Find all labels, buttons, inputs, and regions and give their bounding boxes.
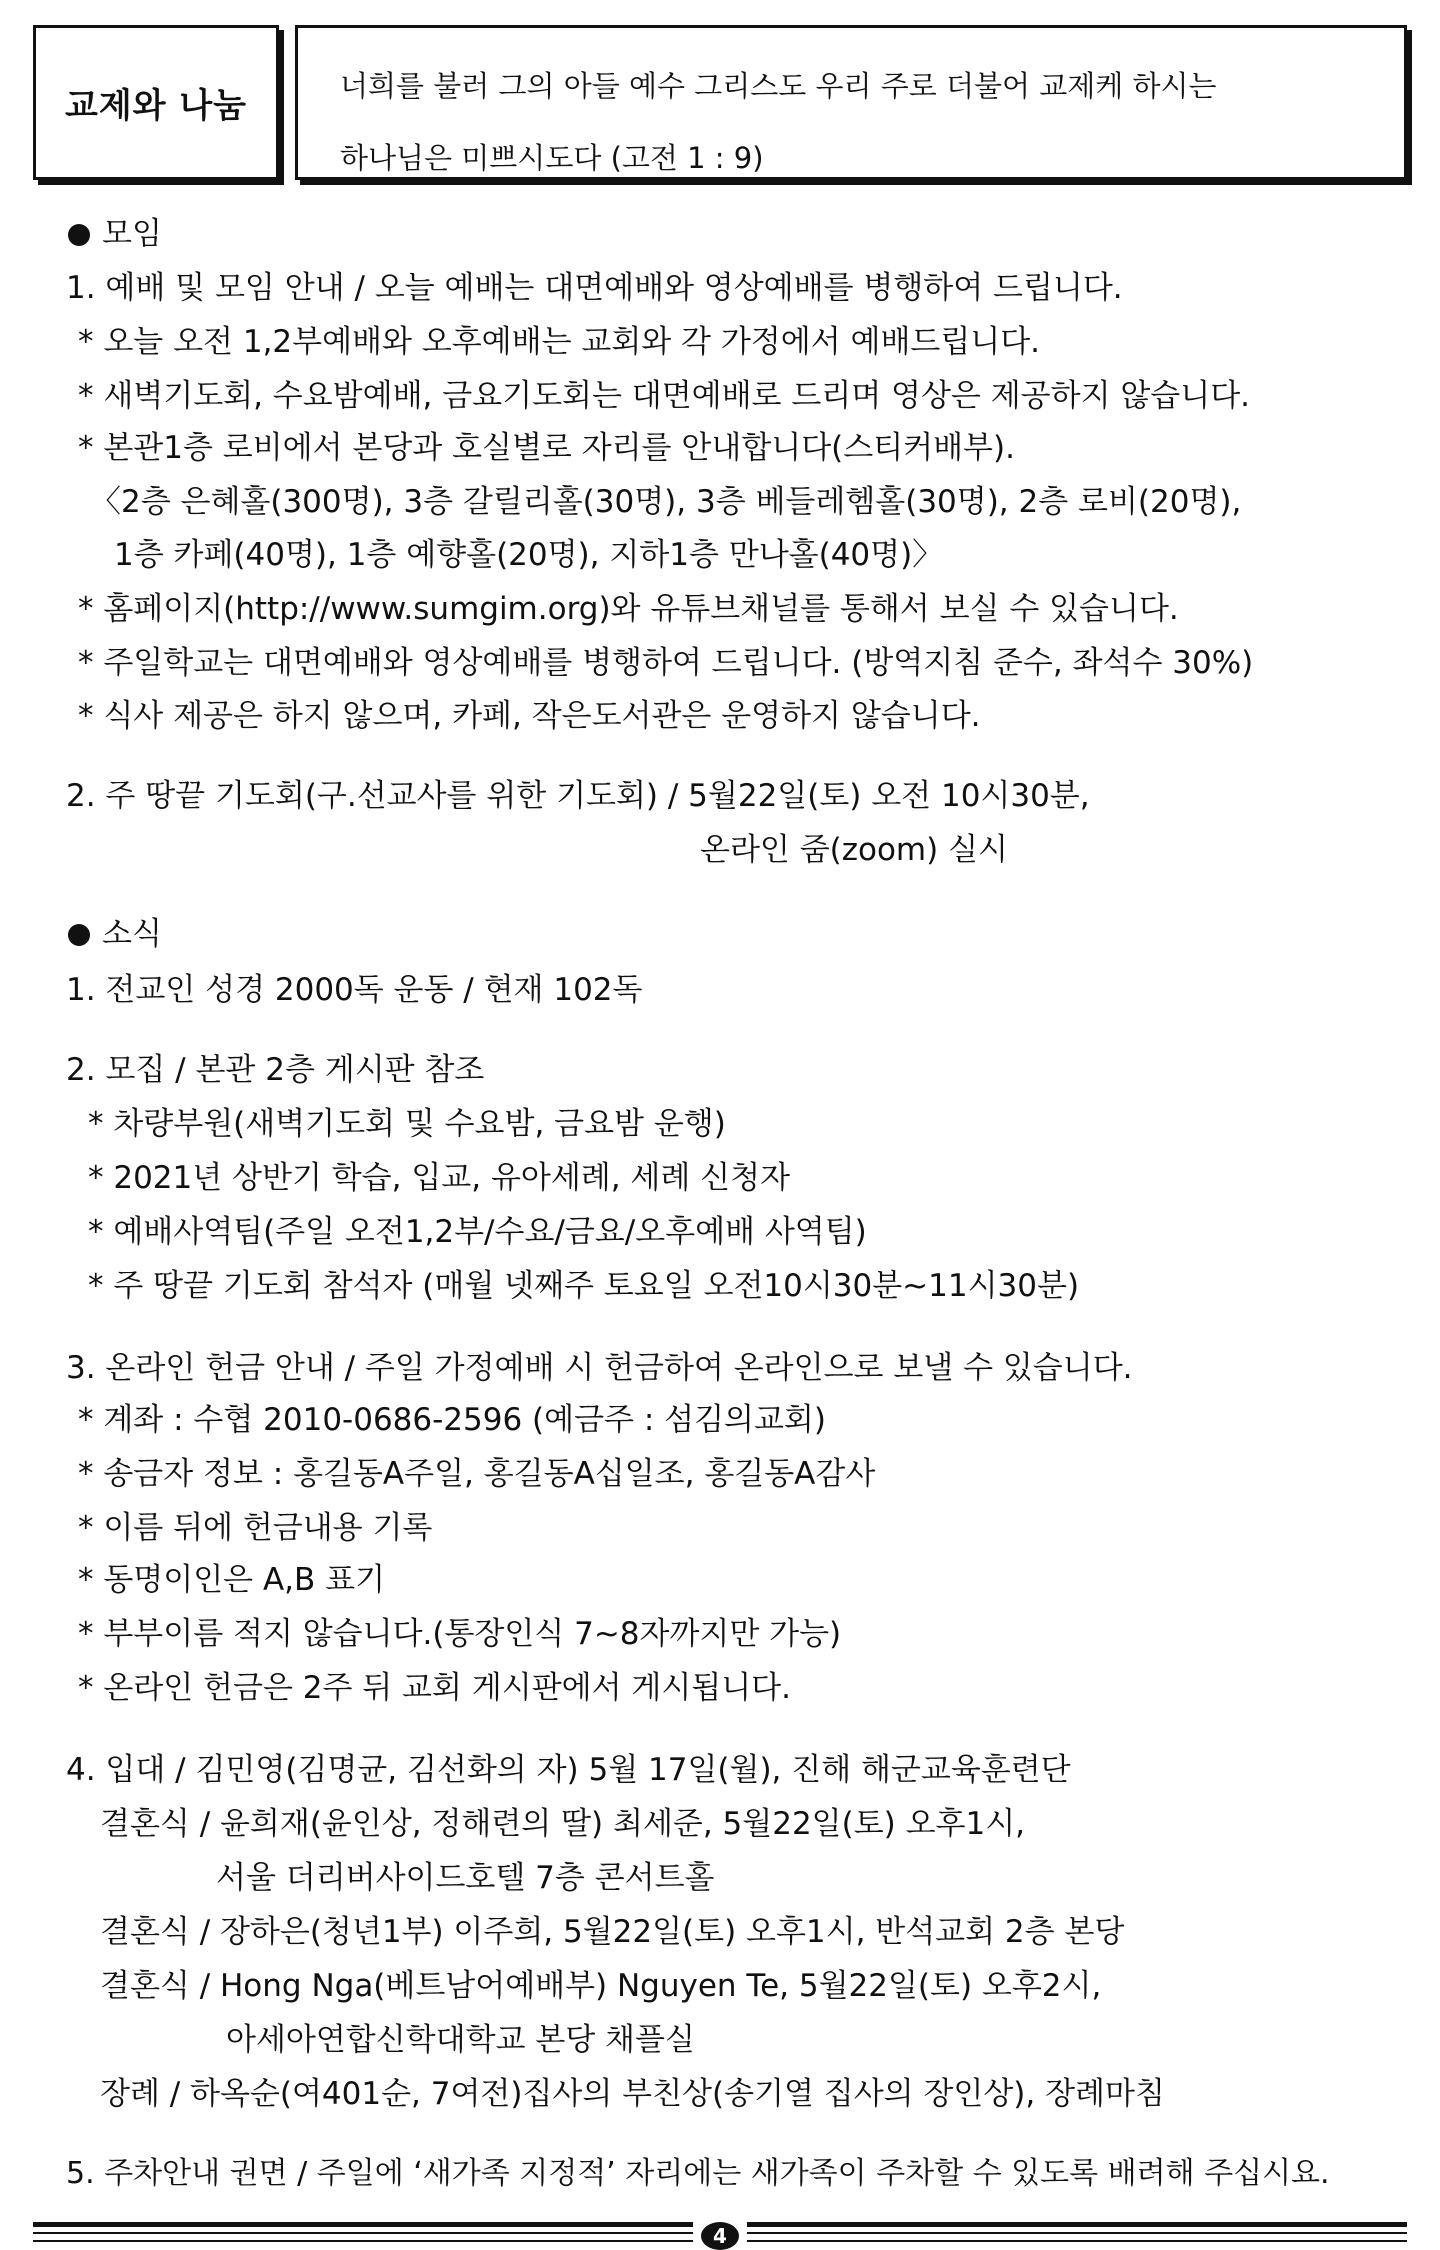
verse-box [295, 25, 1407, 180]
list-item: * 주일학교는 대면예배와 영상예배를 병행하여 드립니다. (방역지침 준수, 좌석수 30%) [78, 645, 1254, 681]
list-item: 3. 온라인 헌금 안내 / 주일 가정예배 시 헌금하여 온라인으로 보낼 수 있습니다. [66, 1350, 1133, 1386]
footer-divider-right [747, 2232, 1407, 2234]
list-item: 결혼식 / 윤희재(윤인상, 정해련의 딸) 최세준, 5월22일(토) 오후1시, [100, 1806, 1026, 1842]
list-item: 5. 주차안내 권면 / 주일에 ‘새가족 지정적’ 자리에는 새가족이 주차할 수 있도록 배려해 주십시요. [66, 2156, 1330, 2191]
list-item: * 온라인 헌금은 2주 뒤 교회 게시판에서 게시됩니다. [78, 1670, 791, 1706]
list-item: * 송금자 정보 : 홍길동A주일, 홍길동A십일조, 홍길동A감사 [78, 1456, 876, 1492]
list-item: 온라인 줌(zoom) 실시 [700, 832, 1008, 868]
list-item: * 동명이인은 A,B 표기 [78, 1562, 386, 1598]
list-item: * 차량부원(새벽기도회 및 수요밤, 금요밤 운행) [88, 1106, 726, 1142]
list-item: * 새벽기도회, 수요밤예배, 금요기도회는 대면예배로 드리며 영상은 제공하지 않습니다. [78, 378, 1251, 414]
list-item: 1. 전교인 성경 2000독 운동 / 현재 102독 [66, 972, 643, 1008]
list-item: 4. 입대 / 김민영(김명균, 김선화의 자) 5월 17일(월), 진해 해군교육훈련단 [66, 1752, 1071, 1788]
list-item: 결혼식 / 장하은(청년1부) 이주희, 5월22일(토) 오후1시, 반석교회 2층 본당 [100, 1914, 1125, 1950]
footer-divider-right [747, 2222, 1407, 2227]
list-item: * 이름 뒤에 헌금내용 기록 [78, 1510, 433, 1546]
section-heading-news: 소식 [68, 914, 162, 954]
footer-divider-left [33, 2240, 693, 2242]
verse-line-1: 너희를 불러 그의 아들 예수 그리스도 우리 주로 더불어 교제케 하시는 [340, 69, 1217, 103]
list-item: 1층 카페(40명), 1층 예향홀(20명), 지하1층 만나홀(40명)〉 [114, 537, 944, 573]
list-item: 〈2층 은혜홀(300명), 3층 갈릴리홀(30명), 3층 베들레헴홀(30명), 2층 로비(20명), [90, 484, 1242, 520]
section-heading-meeting: 모임 [68, 214, 162, 254]
section-title-box [33, 25, 279, 180]
bullet-icon [68, 924, 90, 946]
list-item: 장례 / 하옥순(여401순, 7여전)집사의 부친상(송기열 집사의 장인상), 장례마침 [100, 2076, 1165, 2112]
list-item: 아세아연합신학대학교 본당 채플실 [226, 2022, 695, 2058]
footer-divider-left [33, 2222, 693, 2227]
list-item: * 계좌 : 수협 2010-0686-2596 (예금주 : 섬김의교회) [78, 1402, 826, 1438]
list-item: 2. 모집 / 본관 2층 게시판 참조 [66, 1052, 485, 1088]
list-item: 결혼식 / Hong Nga(베트남어예배부) Nguyen Te, 5월22일(토) 오후2시, [100, 1968, 1102, 2004]
list-item: * 홈페이지(http://www.sumgim.org)와 유튜브채널를 통해서 보실 수 있습니다. [78, 591, 1179, 627]
list-item: * 본관1층 로비에서 본당과 호실별로 자리를 안내합니다(스티커배부). [78, 430, 1015, 466]
list-item: * 오늘 오전 1,2부예배와 오후예배는 교회와 각 가정에서 예배드립니다. [78, 324, 1041, 360]
footer-divider-left [33, 2232, 693, 2234]
page-number: 4 [701, 2222, 739, 2250]
verse-line-2: 하나님은 미쁘시도다 (고전 1 : 9) [340, 141, 764, 175]
footer-divider-right [747, 2240, 1407, 2242]
list-item: 1. 예배 및 모임 안내 / 오늘 예배는 대면예배와 영상예배를 병행하여 드립니다. [66, 270, 1123, 306]
list-item: * 2021년 상반기 학습, 입교, 유아세례, 세례 신청자 [88, 1160, 791, 1196]
list-item: * 부부이름 적지 않습니다.(통장인식 7~8자까지만 가능) [78, 1616, 842, 1652]
bullet-icon [68, 224, 90, 246]
list-item: 서울 더리버사이드호텔 7층 콘서트홀 [216, 1860, 715, 1896]
list-item: * 주 땅끝 기도회 참석자 (매월 넷째주 토요일 오전10시30분~11시30분) [88, 1268, 1080, 1304]
list-item: * 예배사역팀(주일 오전1,2부/수요/금요/오후예배 사역팀) [88, 1214, 867, 1250]
list-item: * 식사 제공은 하지 않으며, 카페, 작은도서관은 운영하지 않습니다. [78, 698, 981, 734]
section-title: 교제와 나눔 [64, 86, 248, 126]
list-item: 2. 주 땅끝 기도회(구.선교사를 위한 기도회) / 5월22일(토) 오전 10시30분, [66, 778, 1090, 814]
